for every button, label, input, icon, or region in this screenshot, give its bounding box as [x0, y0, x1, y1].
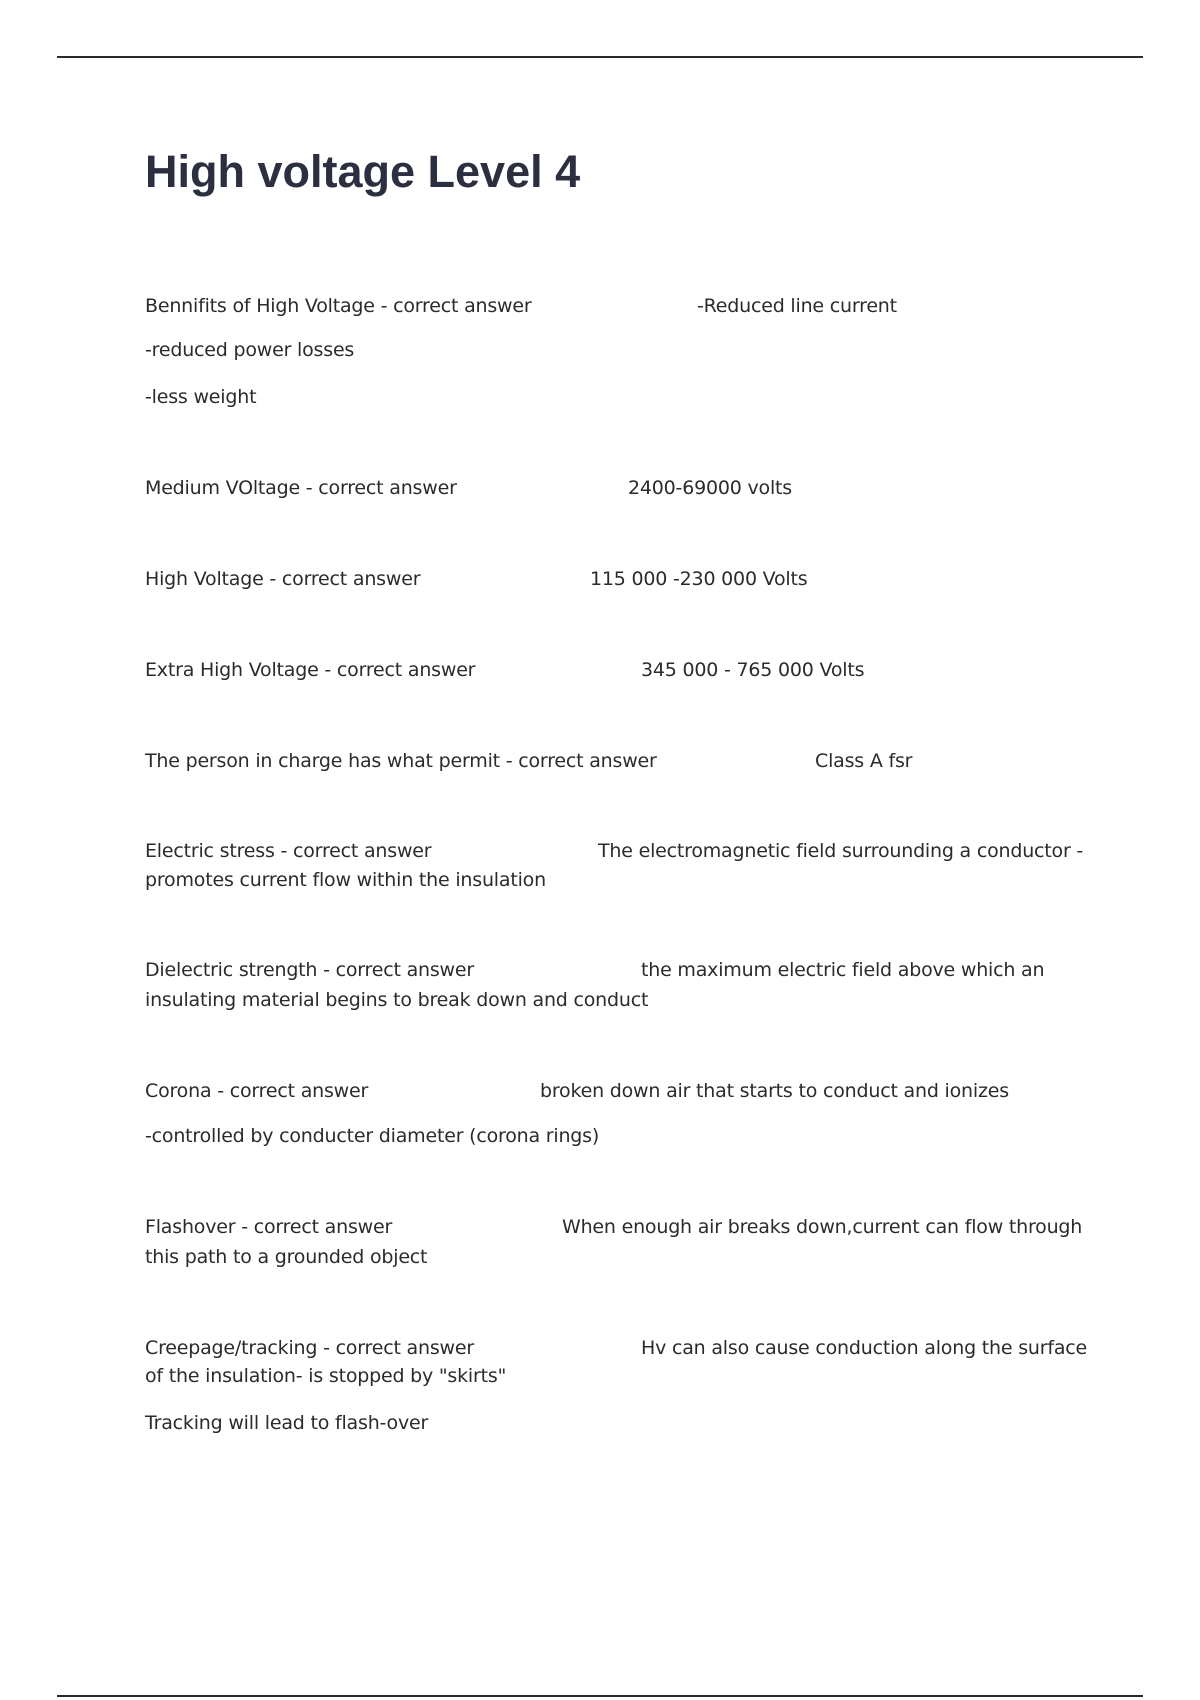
card-answer: the maximum electric field above which an	[641, 959, 1045, 981]
card-answer: broken down air that starts to conduct and ionizes	[540, 1080, 1009, 1102]
card-extra-line: -reduced power losses	[145, 339, 355, 361]
card-term: Medium VOltage - correct answer	[145, 477, 457, 499]
card-extra-line: Tracking will lead to flash-over	[145, 1412, 429, 1434]
card-term: Bennifits of High Voltage - correct answer	[145, 295, 532, 317]
card-answer: Class A fsr	[815, 750, 913, 772]
card-term: Dielectric strength - correct answer	[145, 959, 474, 981]
card-answer: -Reduced line current	[697, 295, 897, 317]
card-term: Electric stress - correct answer	[145, 840, 432, 862]
card-extra-line: this path to a grounded object	[145, 1246, 428, 1268]
card-answer: Hv can also cause conduction along the surface	[641, 1337, 1088, 1359]
card-term: High Voltage - correct answer	[145, 568, 421, 590]
card-answer: 2400-69000 volts	[628, 477, 792, 499]
card-extra-line: -less weight	[145, 386, 257, 408]
card-answer: When enough air breaks down,current can flow through	[562, 1216, 1083, 1238]
card-term: The person in charge has what permit - correct answer	[145, 750, 657, 772]
card-extra-line: promotes current flow within the insulation	[145, 869, 546, 891]
top-rule	[57, 56, 1143, 58]
card-answer: 115 000 -230 000 Volts	[590, 568, 808, 590]
card-extra-line: -controlled by conducter diameter (corona rings)	[145, 1125, 600, 1147]
page-title: High voltage Level 4	[145, 146, 581, 197]
card-term: Extra High Voltage - correct answer	[145, 659, 476, 681]
card-term: Flashover - correct answer	[145, 1216, 393, 1238]
card-extra-line: insulating material begins to break down and conduct	[145, 989, 649, 1011]
card-answer: 345 000 - 765 000 Volts	[641, 659, 865, 681]
card-answer: The electromagnetic field surrounding a conductor -	[598, 840, 1084, 862]
card-term: Corona - correct answer	[145, 1080, 369, 1102]
card-extra-line: of the insulation- is stopped by "skirts"	[145, 1365, 507, 1387]
bottom-rule	[57, 1695, 1143, 1697]
card-term: Creepage/tracking - correct answer	[145, 1337, 474, 1359]
